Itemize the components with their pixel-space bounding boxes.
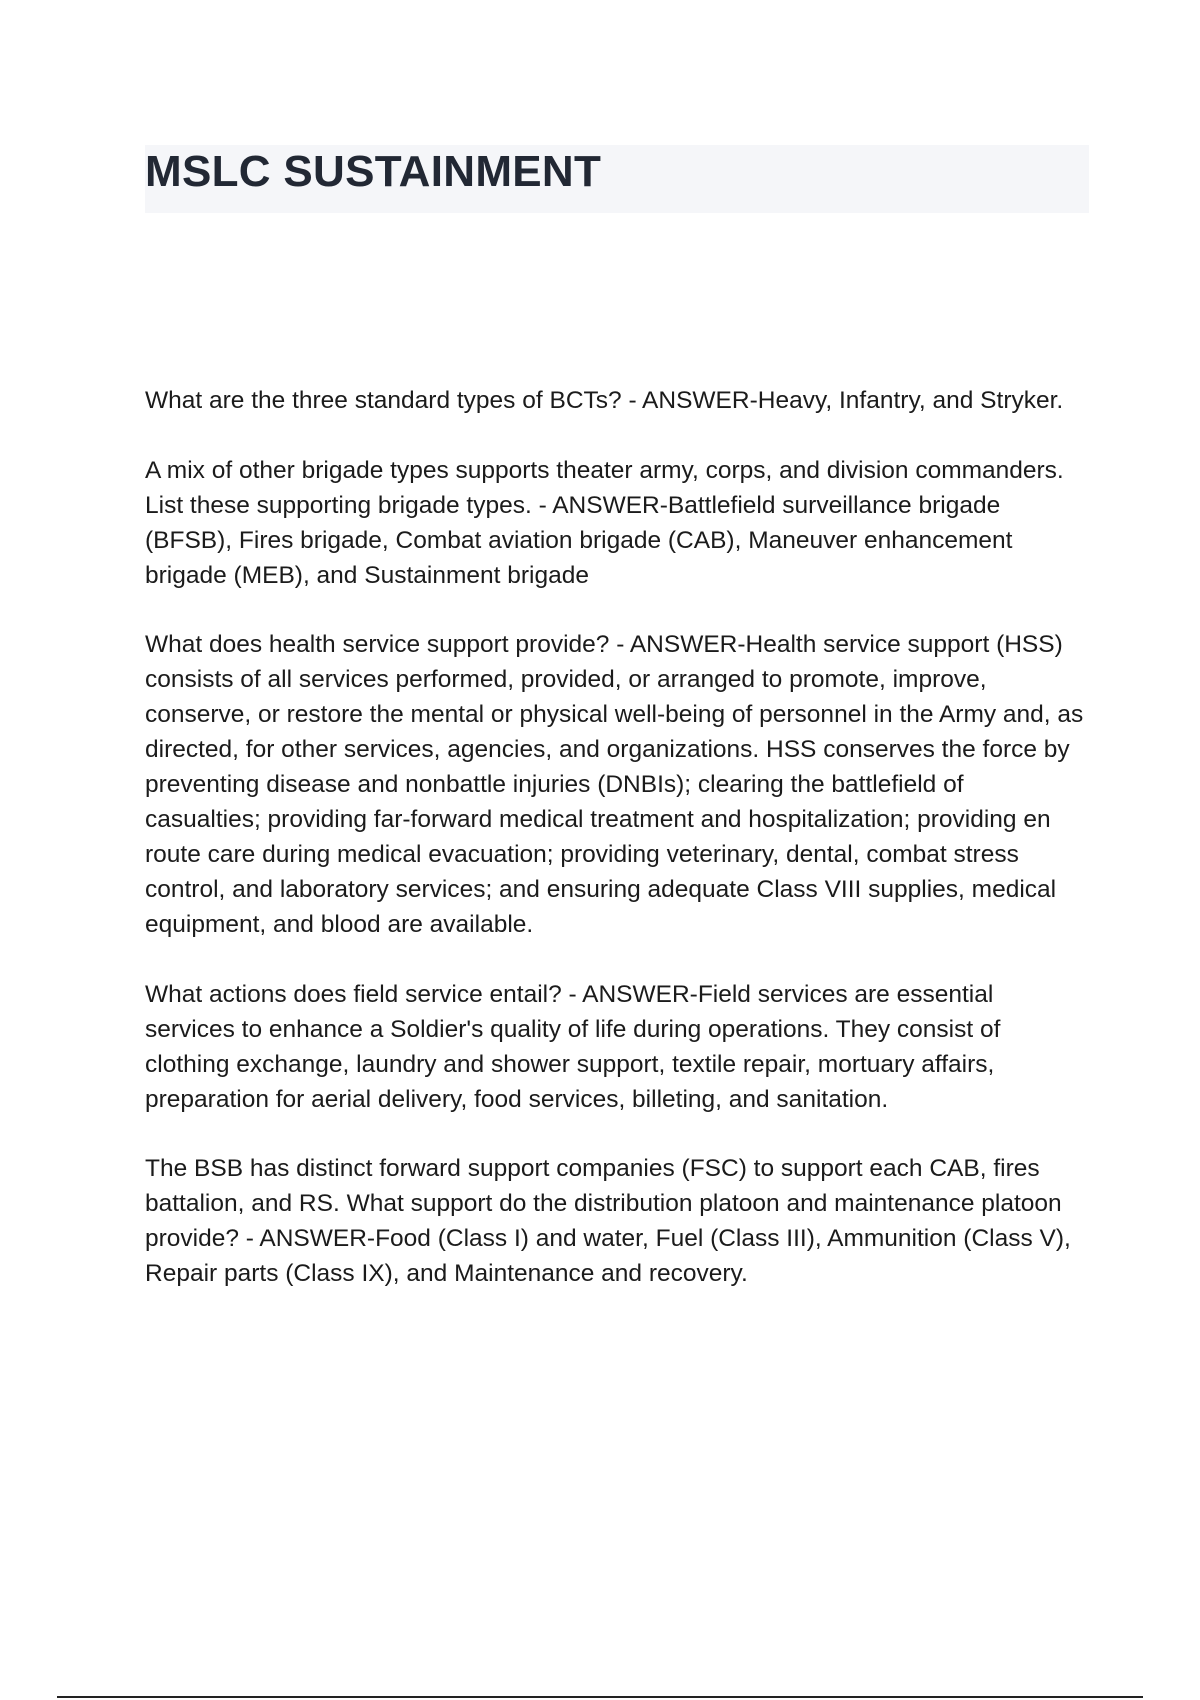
document-title: MSLC SUSTAINMENT <box>145 147 602 196</box>
qa-entry: What are the three standard types of BCTs? - ANSWER-Heavy, Infantry, and Stryker. <box>145 387 1064 414</box>
document-body <box>145 383 1085 1326</box>
qa-entry: What actions does field service entail? - ANSWER-Field services are essential services to enhance a Soldier's quality of life during operations. They consist of clothing exchange, laundry and shower support, textile repair, mortuary affairs, preparation for aerial delivery, food services, billeting, and sanitation. <box>145 980 1001 1113</box>
qa-entry: What does health service support provide? - ANSWER-Health service support (HSS) consists of all services performed, provided, or arranged to promote, improve, conserve, or restore the mental or physical well-being of personnel in the Army and, as directed, for other services, agencies, and organizations. HSS conserves the force by preventing disease and nonbattle injuries (DNBIs); clearing the battlefield of casualties; providing far-forward medical treatment and hospitalization; providing en route care during medical evacuation; providing veterinary, dental, combat stress control, and laboratory services; and ensuring adequate Class VIII supplies, medical equipment, and blood are available. <box>145 631 1084 938</box>
qa-entry: A mix of other brigade types supports theater army, corps, and division commanders. List these supporting brigade types. - ANSWER-Battlefield surveillance brigade (BFSB), Fires brigade, Combat aviation brigade (CAB), Maneuver enhancement brigade (MEB), and Sustainment brigade <box>145 456 1064 589</box>
footer-divider <box>57 1696 1143 1698</box>
title-banner <box>145 145 1089 213</box>
qa-entry: The BSB has distinct forward support companies (FSC) to support each CAB, fires battalion, and RS. What support do the distribution platoon and maintenance platoon provide? - ANSWER-Food (Class I) and water, Fuel (Class III), Ammunition (Class V), Repair parts (Class IX), and Maintenance and recovery. <box>145 1155 1071 1287</box>
